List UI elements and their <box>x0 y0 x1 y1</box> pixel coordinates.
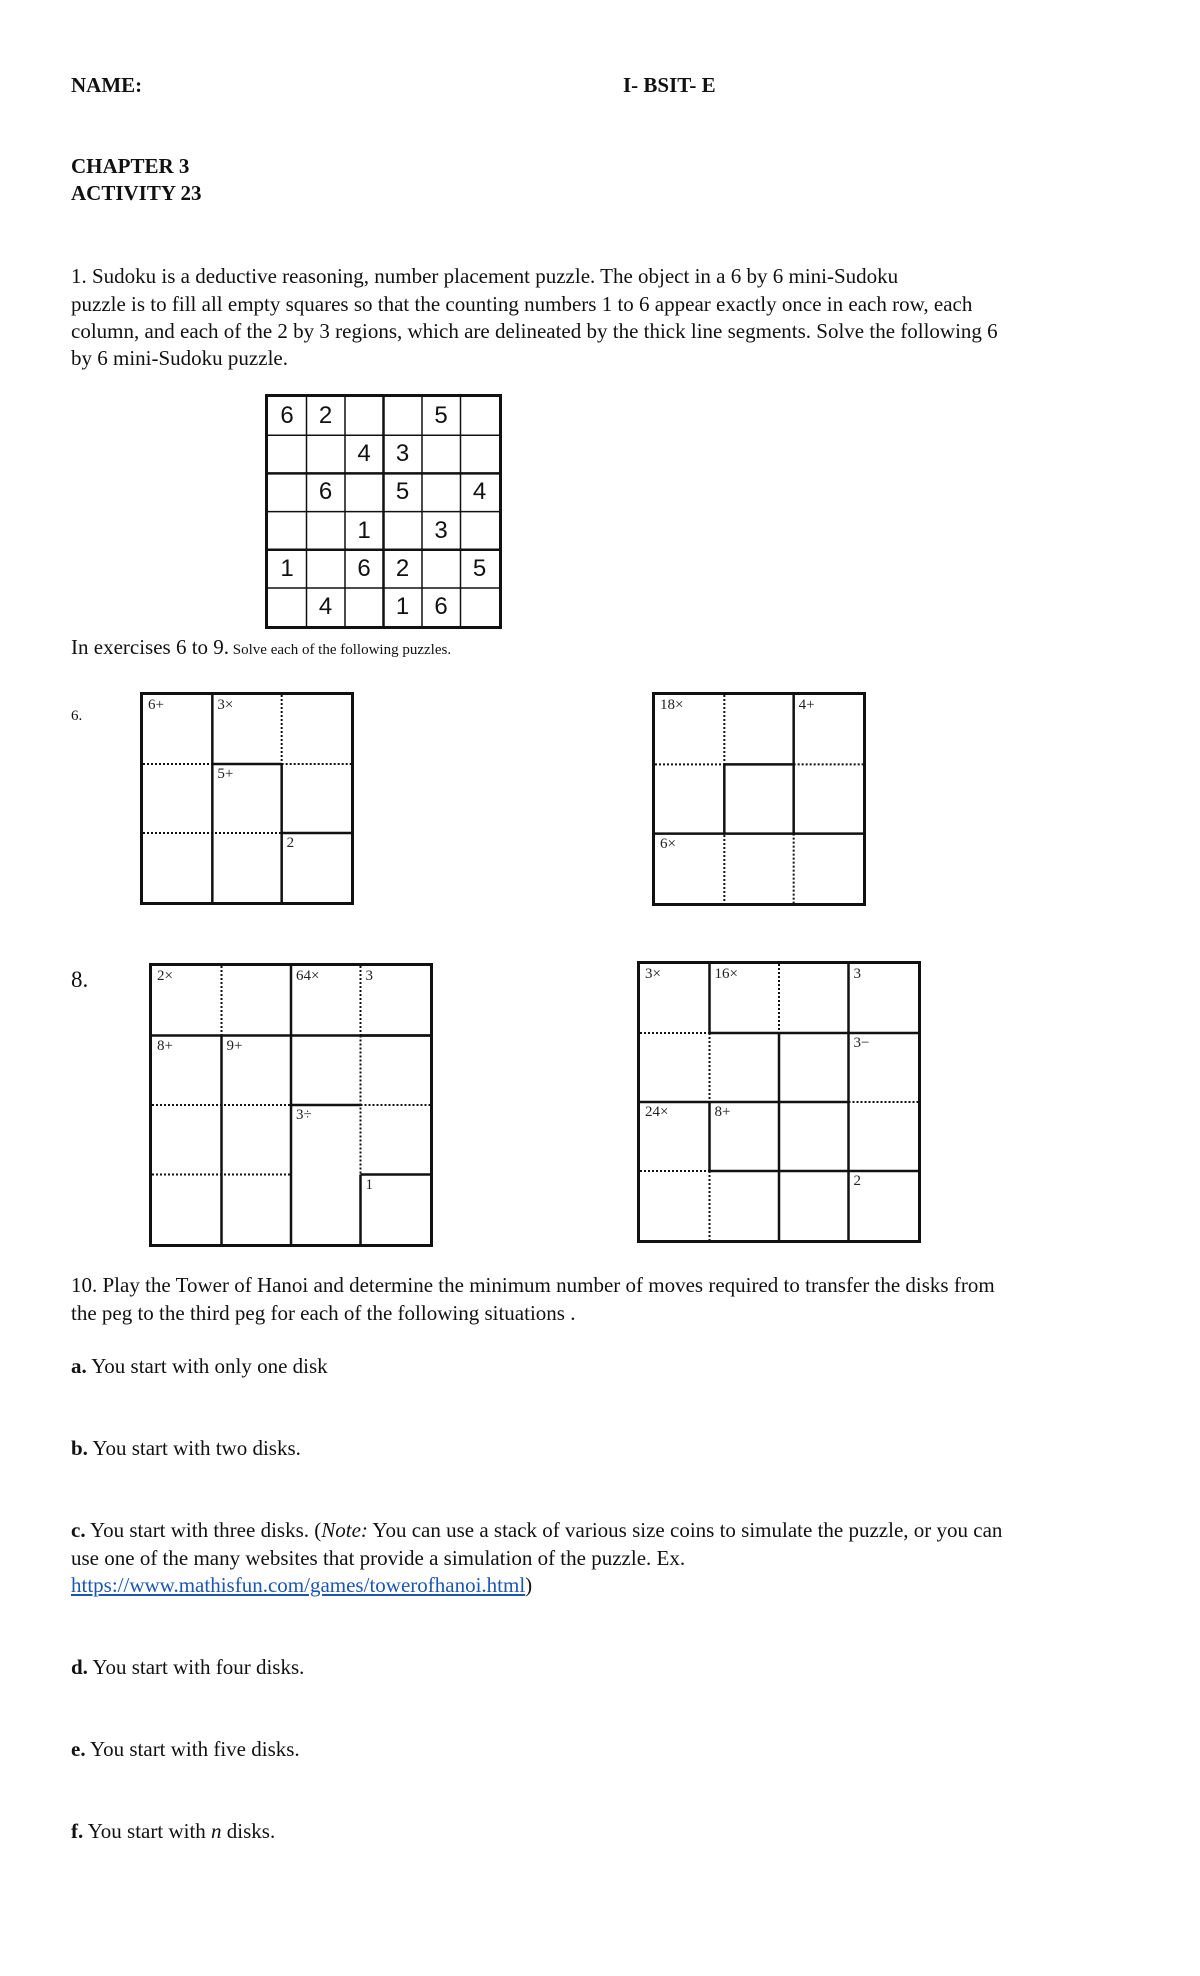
item-f-text1: You start with <box>83 1819 212 1843</box>
q10-item-d <box>71 1653 304 1681</box>
kenken-puzzle-6 <box>140 692 354 905</box>
item-f-text2: disks. <box>221 1819 276 1843</box>
item-d-letter: d. <box>71 1655 88 1679</box>
sudoku-cell <box>422 435 460 473</box>
sudoku-cell: 5 <box>434 402 448 429</box>
q10-item-f <box>71 1817 275 1845</box>
exercise-8-label: 8. <box>71 967 89 992</box>
exercise-6-label: 6. <box>71 708 83 724</box>
kenken-cage-label: 18× <box>660 697 684 713</box>
item-c-text2: You can use a stack of various size coins to simulate the puzzle, or you can <box>367 1518 1003 1542</box>
q1-line-1: 1. Sudoku is a deductive reasoning, number placement puzzle. The object in a 6 by 6 mini-Sudoku <box>71 264 899 288</box>
kenken-cage-label: 3− <box>853 1035 870 1051</box>
sudoku-cell: 6 <box>357 554 371 582</box>
item-b-letter: b. <box>71 1436 88 1460</box>
sudoku-cell: 2 <box>318 402 333 429</box>
name-label: NAME: <box>71 73 143 97</box>
kenken-cage-label: 3 <box>853 966 861 982</box>
sudoku-cell: 3 <box>434 516 448 544</box>
sudoku-cell <box>345 397 383 435</box>
kenken-puzzle-9 <box>637 961 921 1243</box>
q10-item-c <box>71 1516 1002 1544</box>
sudoku-cell <box>268 588 306 626</box>
item-c-note: Note: <box>321 1518 368 1542</box>
sudoku-cell <box>307 512 345 550</box>
sudoku-cell <box>268 435 306 473</box>
q10-item-e <box>71 1735 300 1763</box>
sudoku-cell: 1 <box>280 554 294 582</box>
item-d-text: You start with four disks. <box>87 1655 305 1679</box>
item-e-text: You start with five disks. <box>85 1737 300 1761</box>
q10-item-a <box>71 1352 328 1380</box>
tower-of-hanoi-link[interactable]: https://www.mathisfun.com/games/towerofhanoi.html <box>71 1573 526 1597</box>
kenken-cage-label: 3× <box>217 697 234 713</box>
kenken-cage-label: 3 <box>365 968 373 984</box>
sudoku-cell: 1 <box>357 516 371 544</box>
kenken-cage-label: 24× <box>645 1104 669 1120</box>
kenken-cage-label: 16× <box>714 966 738 982</box>
kenken-grid-lines <box>143 695 351 902</box>
item-a-text: You start with only one disk <box>86 1354 328 1378</box>
q1-line-2: puzzle is to fill all empty squares so that the counting numbers 1 to 6 appear exactly once in each row, each <box>71 292 973 316</box>
item-b-text: You start with two disks. <box>87 1436 301 1460</box>
kenken-grid-lines <box>640 964 918 1240</box>
item-c-letter: c. <box>71 1518 86 1542</box>
sudoku-cell: 6 <box>434 593 448 620</box>
item-c-text1: You start with three disks. ( <box>85 1518 322 1542</box>
sudoku-cell <box>461 512 499 550</box>
item-a-letter: a. <box>71 1354 87 1378</box>
q1-line-4: by 6 mini-Sudoku puzzle. <box>71 346 288 370</box>
activity-title: ACTIVITY 23 <box>71 181 202 205</box>
sudoku-cell <box>345 588 383 626</box>
q10-line-2: the peg to the third peg for each of the following situations . <box>71 1301 576 1325</box>
exercises-intro <box>71 635 451 660</box>
item-c-close: ) <box>525 1573 533 1597</box>
kenken-cage-label: 4+ <box>798 697 815 713</box>
kenken-cage-label: 1 <box>365 1176 373 1193</box>
kenken-cage-label: 64× <box>296 968 320 984</box>
sudoku-cell: 6 <box>280 402 294 429</box>
kenken-puzzle-8 <box>149 963 433 1247</box>
kenken-cage-label: 3÷ <box>296 1107 312 1123</box>
q10-line-1: 10. Play the Tower of Hanoi and determine the minimum number of moves required to transfer the disks from <box>71 1273 995 1297</box>
kenken-cage-label: 8+ <box>157 1037 173 1054</box>
kenken-cage-label: 2 <box>286 835 295 851</box>
exercises-intro-part2: Solve each of the following puzzles. <box>229 642 452 658</box>
section-label: I- BSIT- E <box>623 73 716 97</box>
kenken-cage-label: 2× <box>157 968 173 984</box>
q10-item-b <box>71 1434 301 1462</box>
sudoku-cell: 5 <box>395 478 410 506</box>
chapter-title: CHAPTER 3 <box>71 154 190 178</box>
sudoku-cell <box>422 473 460 511</box>
sudoku-cell <box>384 397 422 435</box>
item-e-letter: e. <box>71 1737 86 1761</box>
sudoku-cell: 5 <box>472 554 487 582</box>
sudoku-cell: 4 <box>318 593 333 620</box>
kenken-cage-label: 9+ <box>226 1037 243 1054</box>
sudoku-cell <box>384 512 422 550</box>
kenken-cage-label: 6× <box>660 835 676 852</box>
sudoku-cell <box>307 435 345 473</box>
sudoku-cell: 2 <box>395 554 410 582</box>
kenken-grid-lines <box>655 695 863 903</box>
kenken-puzzle-7 <box>652 692 866 906</box>
sudoku-cell: 4 <box>357 440 371 468</box>
kenken-cage-label: 6+ <box>148 697 164 713</box>
sudoku-cell <box>461 588 499 626</box>
item-f-letter: f. <box>71 1819 84 1843</box>
sudoku-grid <box>265 394 502 629</box>
sudoku-cell: 4 <box>472 478 487 506</box>
q10-item-c-line3 <box>71 1571 532 1599</box>
sudoku-cell <box>422 550 460 588</box>
sudoku-cell <box>345 473 383 511</box>
q10-item-c-line2: use one of the many websites that provide a simulation of the puzzle. Ex. <box>71 1546 686 1570</box>
sudoku-cell: 3 <box>395 440 410 468</box>
kenken-cage-label: 3× <box>645 966 661 982</box>
sudoku-cell <box>461 435 499 473</box>
kenken-grid-lines <box>152 966 430 1244</box>
sudoku-cell <box>461 397 499 435</box>
kenken-cage-label: 5+ <box>217 766 234 782</box>
sudoku-cell <box>307 550 345 588</box>
sudoku-cell <box>268 473 306 511</box>
sudoku-cell <box>268 512 306 550</box>
sudoku-cell: 1 <box>395 593 410 620</box>
kenken-cage-label: 2 <box>853 1173 861 1189</box>
kenken-cage-label: 8+ <box>714 1104 731 1120</box>
exercises-intro-part1: In exercises 6 to 9. <box>71 635 230 659</box>
item-f-n: n <box>211 1819 222 1843</box>
sudoku-cell: 6 <box>318 478 333 506</box>
q1-line-3: column, and each of the 2 by 3 regions, which are delineated by the thick line segments. Solve the following 6 <box>71 319 998 343</box>
